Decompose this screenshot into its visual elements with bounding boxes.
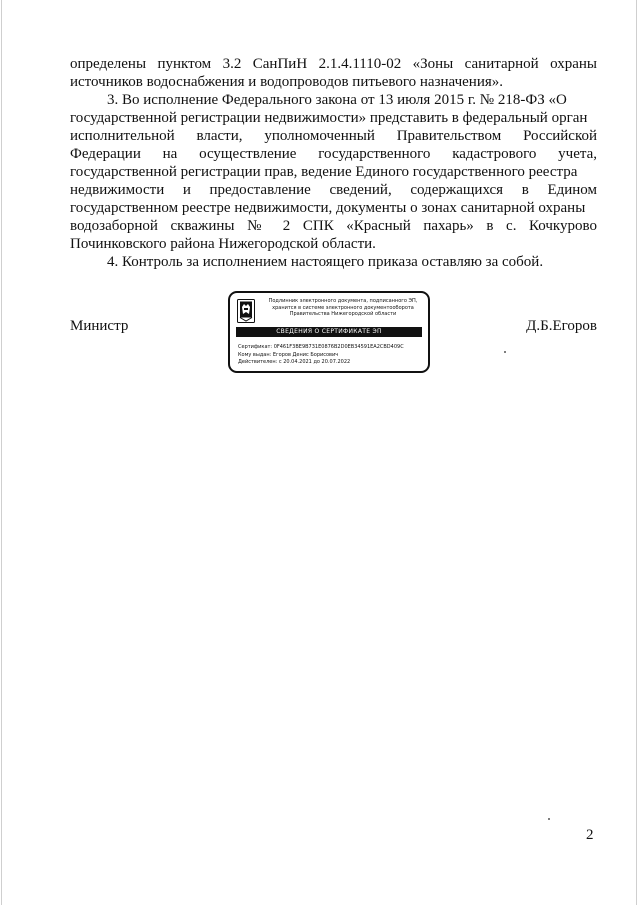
body-line: водозаборной скважины № 2 СПК «Красный пахарь» в с. Кочкурово bbox=[70, 218, 597, 234]
scan-edge-left bbox=[1, 0, 2, 905]
stamp-issued-to: Кому выдан: Егоров Денис Борисович bbox=[238, 351, 339, 358]
scan-edge-right bbox=[636, 0, 637, 905]
body-line: 3. Во исполнение Федерального закона от 13 июля 2015 г. № 218-ФЗ «О bbox=[107, 92, 567, 108]
stamp-note-line: Подлинник электронного документа, подписанного ЭП, bbox=[268, 298, 418, 304]
stamp-note-line: хранится в системе электронного документооборота bbox=[272, 304, 414, 311]
page-number: 2 bbox=[586, 827, 594, 843]
body-line: исполнительной власти, уполномоченный Правительством Российской bbox=[70, 128, 597, 144]
scan-speck bbox=[548, 818, 550, 820]
body-line: Починковского района Нижегородской области. bbox=[70, 236, 376, 252]
stamp-header: СВЕДЕНИЯ О СЕРТИФИКАТЕ ЭП bbox=[236, 327, 422, 337]
stamp-validity: Действителен: с 20.04.2021 до 20.07.2022 bbox=[238, 359, 351, 365]
stamp-certificate: Сертификат: 0F461F3BE9B731E0876B2D0EB34591EA2CBD409C bbox=[238, 344, 404, 350]
document-body bbox=[70, 55, 597, 271]
electronic-signature-stamp bbox=[228, 291, 430, 373]
stamp-note bbox=[259, 298, 427, 318]
body-line: государственной регистрации недвижимости» представить в федеральный орган bbox=[70, 110, 588, 126]
body-line: определены пунктом 3.2 СанПиН 2.1.4.1110-02 «Зоны санитарной охраны bbox=[70, 56, 597, 72]
body-line: недвижимости и предоставление сведений, содержащихся в Едином bbox=[70, 182, 597, 198]
body-line: государственном реестре недвижимости, документы о зонах санитарной охраны bbox=[70, 200, 586, 216]
scan-speck bbox=[504, 351, 506, 353]
signer-name: Д.Б.Егоров bbox=[526, 318, 597, 334]
signature-position-title: Министр bbox=[70, 318, 129, 334]
body-line: Федерации на осуществление государственного кадастрового учета, bbox=[70, 146, 597, 162]
body-line: источников водоснабжения и водопроводов питьевого назначения». bbox=[70, 74, 504, 90]
coat-of-arms-icon bbox=[237, 299, 255, 323]
stamp-note-line: Правительства Нижегородской области bbox=[289, 311, 397, 317]
body-line: государственной регистрации прав, ведение Единого государственного реестра bbox=[70, 164, 578, 180]
body-line: 4. Контроль за исполнением настоящего приказа оставляю за собой. bbox=[107, 254, 544, 270]
stamp-details bbox=[238, 344, 424, 367]
